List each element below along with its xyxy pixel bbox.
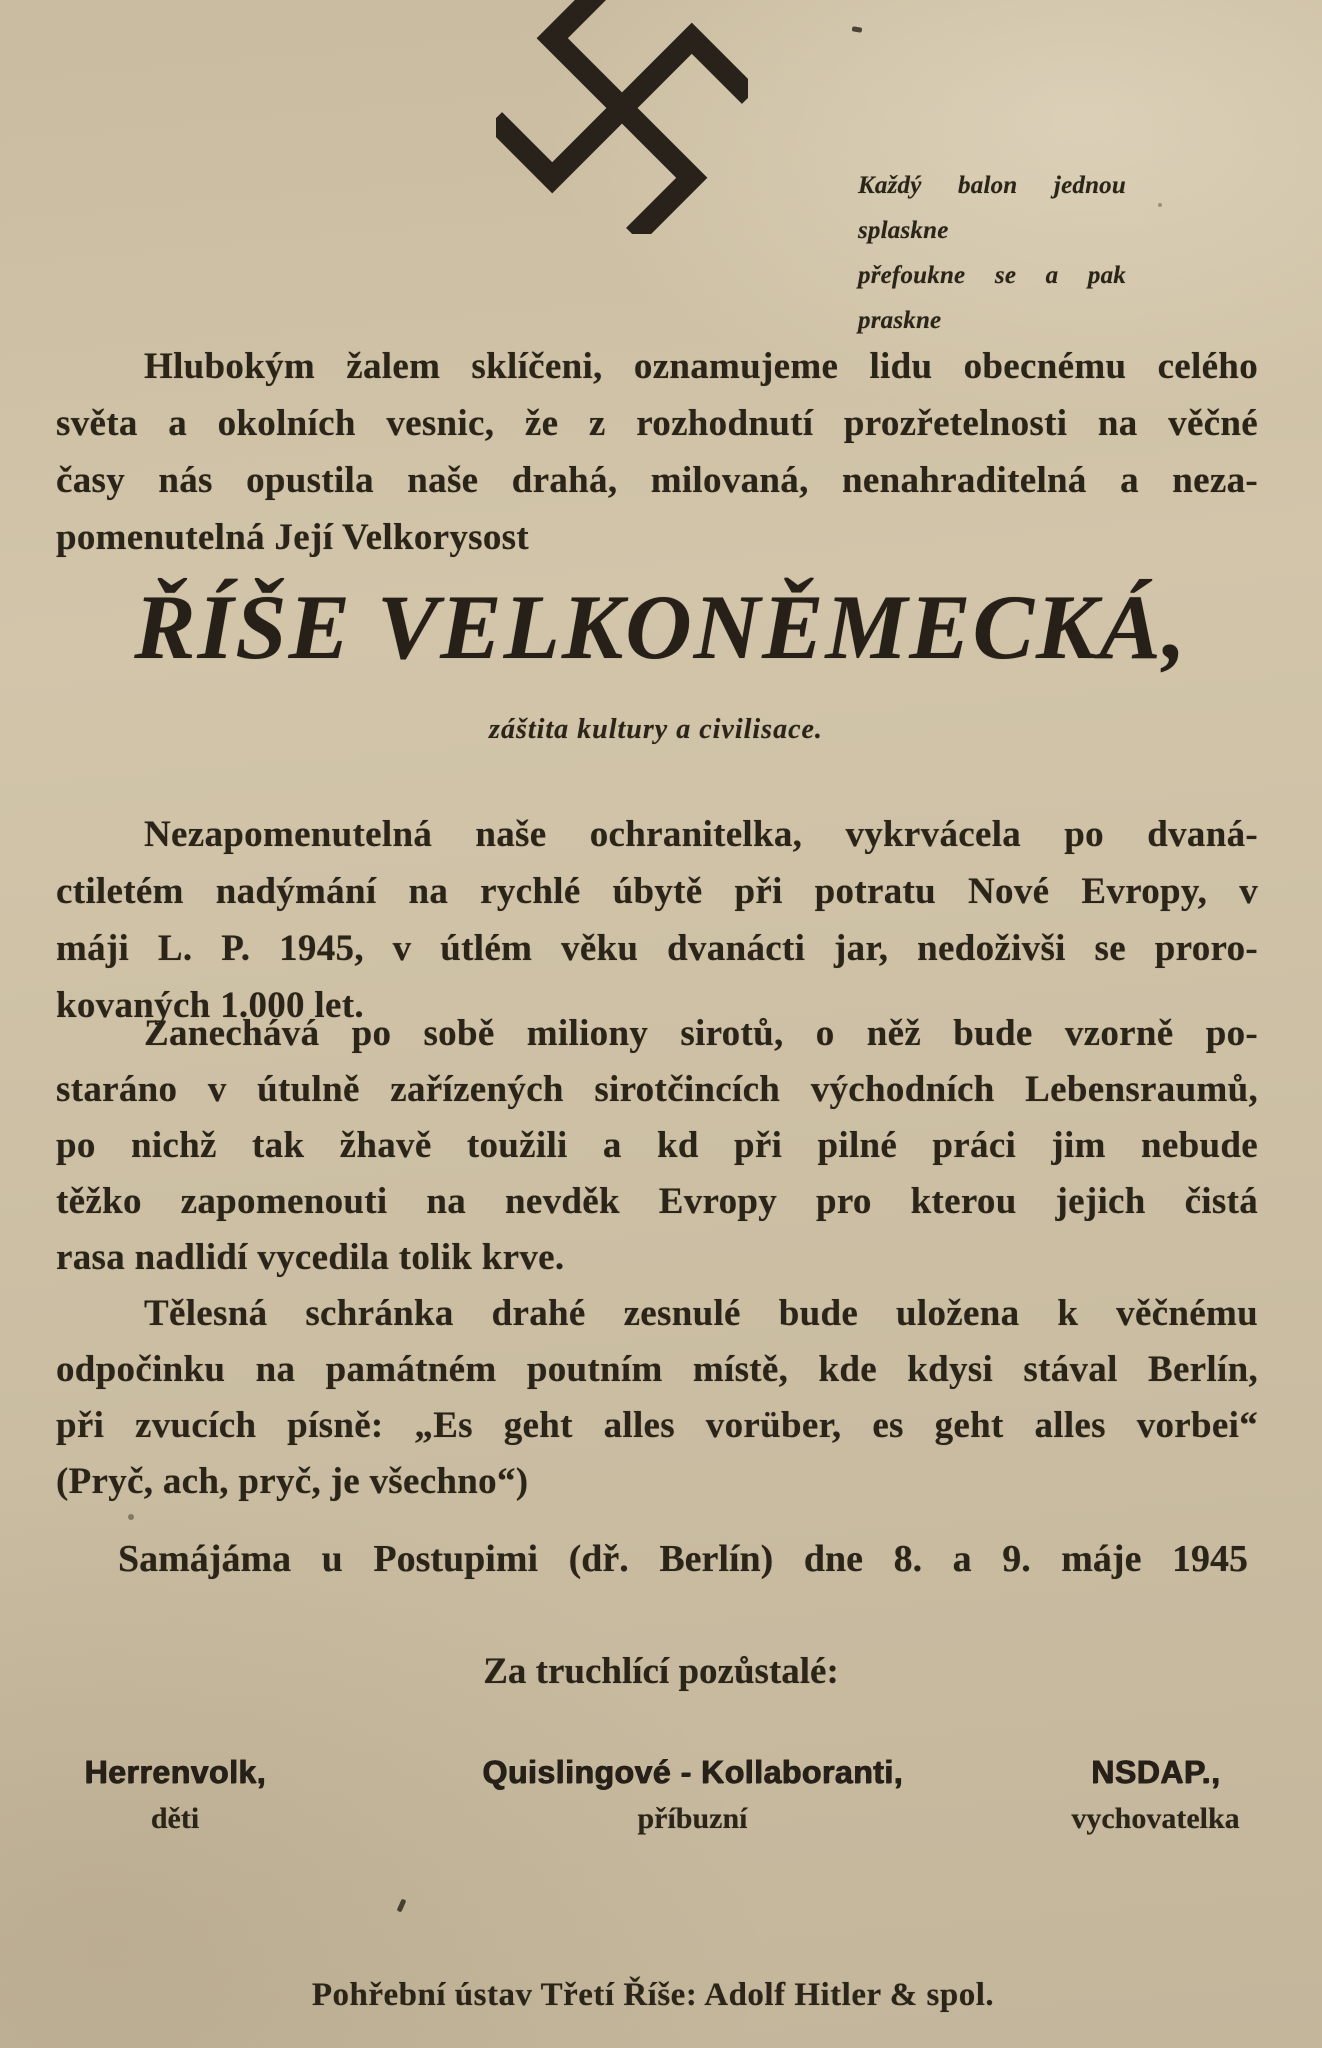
text-line: Každý balon jednou splaskne (858, 172, 1126, 244)
mourner-nsdap (1028, 1754, 1283, 1836)
motto (858, 163, 1126, 343)
mourner-name: Quislingové - Kollaboranti, (482, 1754, 903, 1790)
paper-speck (852, 26, 863, 33)
text-line: časy nás opustila naše drahá, milovaná, nenahraditelná a neza- (56, 460, 1258, 501)
mourners-heading: Za truchlící pozůstalé: (483, 1651, 839, 1692)
mourner-name: Herrenvolk, (84, 1754, 266, 1790)
text-line: rasa nadlidí vycedila tolik krve. (56, 1237, 565, 1278)
funeral-home-line: Pohřební ústav Třetí Říše: Adolf Hitler & spol. (311, 1977, 995, 2013)
text-line: kovaných 1.000 let. (56, 985, 364, 1026)
mourner-role: děti (150, 1802, 200, 1835)
deceased-name-title: ŘÍŠE VELKONĚMECKÁ, (134, 576, 1188, 678)
text-line: (Pryč, ach, pryč, je všechno“) (56, 1461, 529, 1502)
text-line: pomenutelná Její Velkorysost (56, 517, 529, 558)
text-line: po nichž tak žhavě toužili a kd při pilné práci jim nebude (56, 1125, 1258, 1166)
text-line: Nezapomenutelná naše ochranitelka, vykrvácela po dvaná- (144, 814, 1258, 855)
mourner-role: příbuzní (637, 1802, 748, 1835)
paper-speck (128, 1514, 134, 1520)
obituary-paragraph-3 (56, 1286, 1258, 1510)
text-line: Hlubokým žalem sklíčeni, oznamujeme lidu obecnému celého (144, 346, 1258, 387)
obituary-paragraph-2 (56, 1006, 1258, 1286)
mourner-role: vychovatelka (1071, 1802, 1240, 1835)
mourner-name: NSDAP., (1090, 1754, 1221, 1790)
deceased-epithet: záštita kultury a civilisace. (489, 714, 823, 745)
dateline: Samájáma u Postupimi (dř. Berlín) dne 8. a 9. máje 1945 (118, 1538, 1248, 1580)
text-line: Zanechává po sobě miliony sirotů, o něž bude vzorně po- (144, 1013, 1258, 1054)
obituary-paragraph-1 (56, 806, 1258, 1034)
text-line: Tělesná schránka drahé zesnulé bude uložena k věčnému (144, 1293, 1258, 1334)
swastika-icon (496, 0, 748, 234)
text-line: světa a okolních vesnic, že z rozhodnutí prozřetelnosti na věčné (56, 403, 1258, 444)
text-line: ctiletém nadýmání na rychlé úbytě při potratu Nové Evropy, v (56, 871, 1258, 912)
paper-speck (397, 1899, 407, 1913)
text-line: těžko zapomenouti na nevděk Evropy pro kterou jejich čistá (56, 1181, 1258, 1222)
text-line: přefoukne se a pak praskne (858, 262, 1126, 334)
paper-speck (1158, 203, 1162, 207)
text-line: odpočinku na památném poutním místě, kde kdysi stával Berlín, (56, 1349, 1258, 1390)
text-line: při zvucích písně: „Es geht alles vorüber, es geht alles vorbei“ (56, 1405, 1258, 1446)
intro-paragraph (56, 338, 1258, 566)
mourner-herrenvolk (40, 1754, 310, 1836)
text-line: máji L. P. 1945, v útlém věku dvanácti jar, nedoživši se proro- (56, 928, 1258, 969)
mourner-quislings (420, 1754, 965, 1836)
text-line: staráno v útulně zařízených sirotčincích východních Lebensraumů, (56, 1069, 1258, 1110)
